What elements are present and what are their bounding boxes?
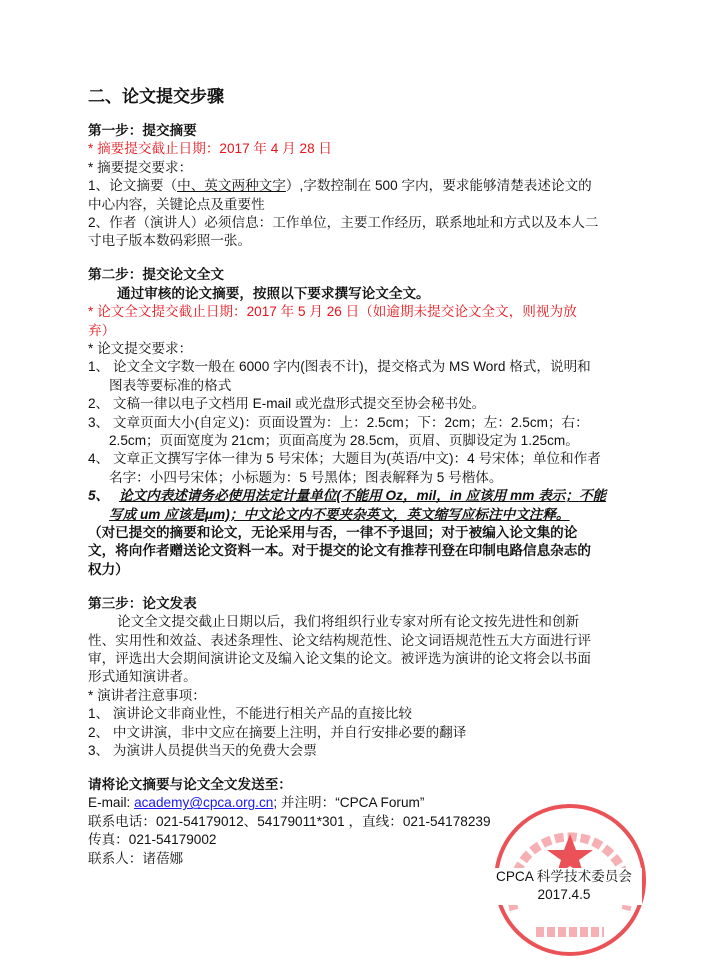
document-page (88, 86, 668, 868)
step1-item2-cont: 寸电子版本数码彩照一张。 (88, 233, 252, 249)
step2-item1-cont: 图表等要标准的格式 (109, 377, 232, 393)
step3-para-1: 论文全文提交截止日期以后，我们将组织行业专家对所有论文按先进性和创新 (117, 614, 580, 630)
step1-heading: 第一步：提交摘要 (88, 123, 197, 138)
step2-deadline-cont: 弃） (88, 322, 116, 338)
step1 (88, 122, 668, 251)
step1-item1-cont: 中心内容，关键论点及重要性 (88, 196, 265, 212)
text: 1、论文摘要（ (88, 178, 178, 194)
contact-phone: 联系电话：021-54179012、54179011*301 ，直线：021-54178239 (88, 813, 491, 829)
step3-para-2: 性、实用性和效益、表述条理性、论文结构规范性、论文词语规范性五大方面进行评 (88, 632, 591, 648)
text: 写成 um 应该是μm)；中文论文内不要夹杂英文，英文缩写应标注中文注释。 (109, 506, 570, 522)
step3-notes-label: * 演讲者注意事项： (88, 687, 206, 703)
step2-note-2: 文，将向作者赠送论文资料一本。对于提交的论文有推荐刊登在印制电路信息杂志的 (88, 543, 591, 559)
step1-req-label: * 摘要提交要求： (88, 159, 193, 175)
step2-note-3: 权力） (88, 561, 129, 577)
step3 (88, 595, 668, 761)
email-note: ; 并注明：“CPCA Forum” (273, 795, 425, 811)
signature-date: 2017.4.5 (537, 887, 591, 903)
signature-block (486, 868, 642, 905)
step2-item3-cont: 2.5cm；页面宽度为 21cm；页面高度为 28.5cm，页眉、页脚设定为 1.25cm。 (109, 433, 579, 448)
contact-fax: 传真：021-54179002 (88, 832, 217, 848)
section-title: 二、论文提交步骤 (88, 87, 224, 106)
step3-para-4: 形式通知演讲者。 (88, 669, 197, 685)
item-number: 5、 (88, 488, 110, 504)
step3-note-3: 3、 为演讲人员提供当天的免费大会票 (88, 743, 317, 758)
step2-item5-cont (88, 506, 668, 524)
email-link[interactable]: academy@cpca.org.cn (134, 795, 274, 811)
step1-deadline: * 摘要提交截止日期：2017 年 4 月 28 日 (88, 141, 332, 157)
text: ）,字数控制在 500 字内，要求能够清楚表述论文的 (285, 178, 592, 194)
step1-item1 (88, 177, 668, 195)
step2-note-1: （对已提交的摘要和论文，无论采用与否，一律不予退回；对于被编入论文集的论 (88, 525, 578, 541)
step2 (88, 266, 668, 579)
step2-item4-cont: 名字：小四号宋体；小标题为：5 号黑体；图表解释为 5 号楷体。 (109, 469, 503, 485)
step1-item2: 2、作者（演讲人）必须信息：工作单位，主要工作经历，联系地址和方式以及本人二 (88, 215, 599, 231)
step2-item2: 2、 文稿一律以电子文档用 E-mail 或光盘形式提交至协会秘书处。 (88, 396, 486, 412)
text: 论文内表述请务必使用法定计量单位(不能用 Oz，mil，in 应该用 mm 表示；不能 (118, 488, 607, 504)
step2-heading: 第二步：提交论文全文 (88, 267, 224, 283)
step2-deadline: * 论文全文提交截止日期：2017 年 5 月 26 日（如逾期未提交论文全文，则视为放 (88, 304, 577, 320)
step3-para-3: 审，评选出大会期间演讲论文及编入论文集的论文。被评选为演讲的论文将会以书面 (88, 650, 591, 666)
step2-intro: 通过审核的论文摘要，按照以下要求撰写论文全文。 (117, 285, 430, 301)
underlined-text: 中、英文两种文字 (177, 178, 286, 194)
email-label: E-mail: (88, 795, 135, 811)
step3-heading: 第三步：论文发表 (88, 595, 197, 611)
step2-item3: 3、 文章页面大小(自定义)：页面设置为：上：2.5cm；下：2cm；左：2.5cm；右： (88, 414, 589, 430)
step2-item1: 1、 论文全文字数一般在 6000 字内(图表不计)，提交格式为 MS Word 格式，说明和 (88, 359, 591, 375)
step2-item4: 4、 文章正文撰写字体一律为 5 号宋体；大题目为(英语/中文)：4 号宋体；单位和作者 (88, 451, 601, 467)
contact-person: 联系人：诸蓓娜 (88, 850, 184, 866)
signature-org: CPCA 科学技术委员会 (496, 869, 632, 884)
step2-req-label: * 论文提交要求： (88, 340, 193, 356)
step2-item5 (88, 487, 668, 505)
contact-heading: 请将论文摘要与论文全文发送至： (88, 776, 292, 792)
step3-note-1: 1、 演讲论文非商业性，不能进行相关产品的直接比较 (88, 706, 412, 722)
step3-note-2: 2、 中文讲演，非中文应在摘要上注明，并自行安排必要的翻译 (88, 724, 467, 740)
